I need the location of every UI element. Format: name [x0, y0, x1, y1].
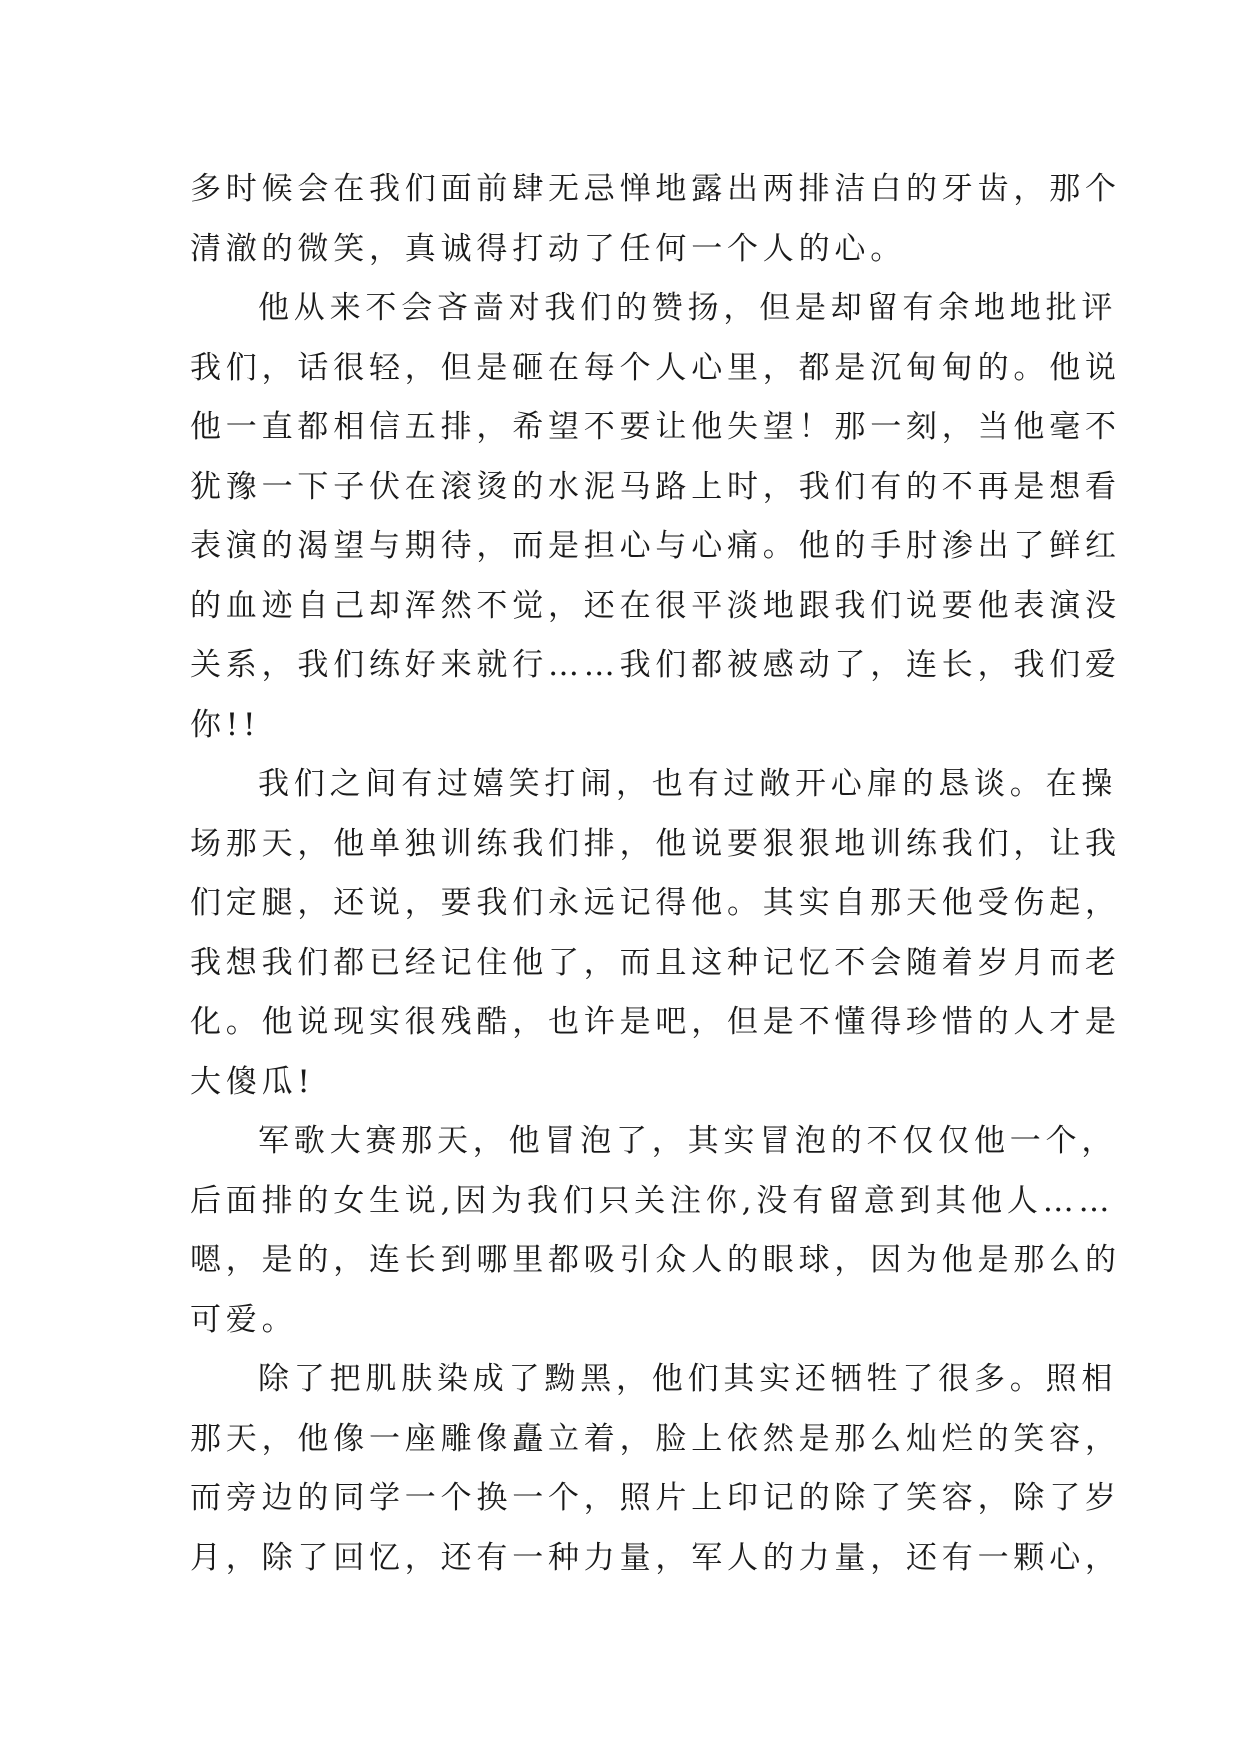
text-line: 清澈的微笑，真诚得打动了任何一个人的心。: [190, 230, 906, 267]
text-line: 我想我们都已经记住他了，而且这种记忆不会随着岁月而老: [190, 944, 1121, 981]
text-line: 们定腿，还说，要我们永远记得他。其实自那天他受伤起，: [190, 885, 1121, 921]
text-line: 后面排的女生说,因为我们只关注你,没有留意到其他人……: [190, 1182, 1115, 1219]
text-line: 表演的渴望与期待，而是担心与心痛。他的手肘渗出了鲜红: [190, 528, 1121, 564]
text-line: 的血迹自己却浑然不觉，还在很平淡地跟我们说要他表演没: [190, 587, 1121, 624]
text-line: 大傻瓜!: [190, 1063, 315, 1100]
paragraph-first-line: 我们之间有过嬉笑打闹，也有过敞开心扉的恳谈。在操: [258, 766, 1118, 802]
paragraph-first-line: 军歌大赛那天，他冒泡了，其实冒泡的不仅仅他一个，: [258, 1123, 1118, 1159]
text-line: 嗯，是的，连长到哪里都吸引众人的眼球，因为他是那么的: [190, 1242, 1121, 1278]
body-text: [190, 160, 1121, 1588]
text-line: 犹豫一下子伏在滚烫的水泥马路上时，我们有的不再是想看: [190, 468, 1121, 505]
text-line: 他一直都相信五排，希望不要让他失望！那一刻，当他毫不: [190, 409, 1121, 445]
text-line: 而旁边的同学一个换一个，照片上印记的除了笑容，除了岁: [190, 1480, 1121, 1516]
text-line: 场那天，他单独训练我们排，他说要狠狠地训练我们，让我: [190, 825, 1121, 862]
paragraph-first-line: 他从来不会吝啬对我们的赞扬，但是却留有余地地批评: [258, 290, 1118, 326]
text-line: 我们，话很轻，但是砸在每个人心里，都是沉甸甸的。他说: [190, 349, 1121, 386]
text-line: 可爱。: [190, 1301, 298, 1338]
text-line: 多时候会在我们面前肆无忌惮地露出两排洁白的牙齿，那个: [190, 171, 1121, 207]
text-line: 月，除了回忆，还有一种力量，军人的力量，还有一颗心，: [190, 1539, 1121, 1576]
paragraph-first-line: 除了把肌肤染成了黝黑，他们其实还牺牲了很多。照相: [258, 1361, 1118, 1397]
text-line: 你!!: [190, 706, 261, 743]
text-line: 化。他说现实很残酷，也许是吧，但是不懂得珍惜的人才是: [190, 1004, 1121, 1040]
text-line: 关系，我们练好来就行……我们都被感动了，连长，我们爱: [190, 647, 1121, 683]
text-line: 那天，他像一座雕像矗立着，脸上依然是那么灿烂的笑容，: [190, 1420, 1121, 1457]
